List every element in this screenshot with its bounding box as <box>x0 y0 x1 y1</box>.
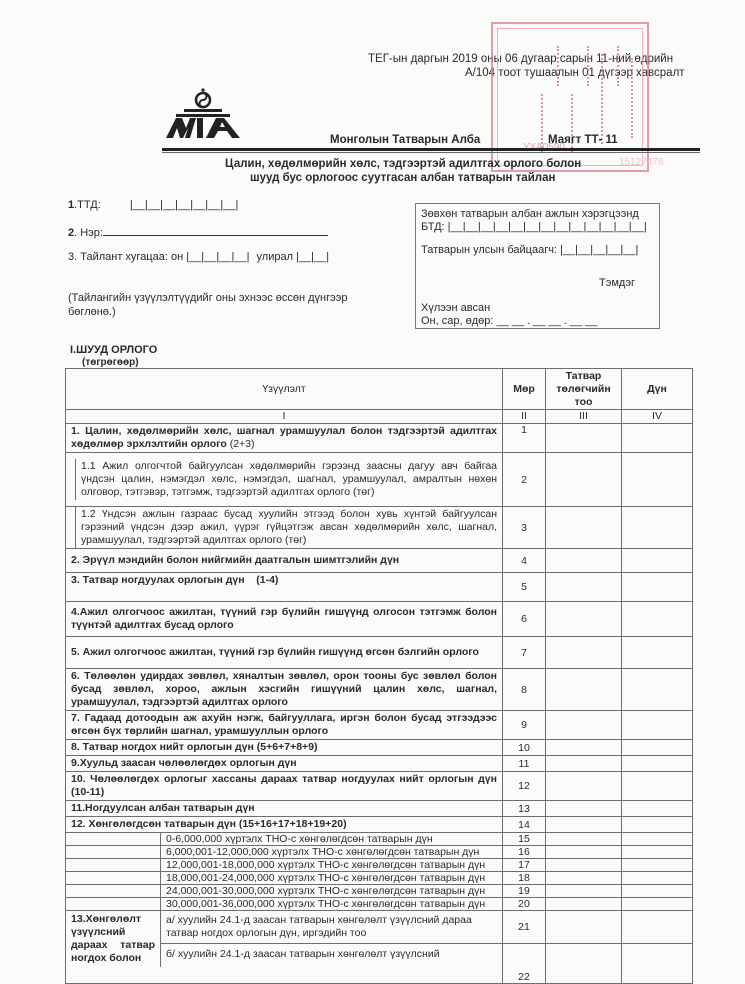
row-text: 18,000,001-24,000,000 хүртэлх ТНО-с хөнгөлөгдсөн татварын дүн <box>166 872 486 884</box>
name-label: . Нэр: <box>74 227 103 239</box>
taxpayer-count-cell[interactable] <box>546 872 622 885</box>
row-description: 5. Ажил олгогчоос ажилтан, түүний гэр бүлийн гишүүнд өгсөн бэлгийн орлого <box>66 637 503 669</box>
report-title-line-2: шууд бус орлогоос суутгасан албан татварын тайлан <box>250 172 556 184</box>
row-description <box>66 885 503 898</box>
table-row <box>66 573 693 602</box>
taxpayer-count-cell[interactable] <box>546 898 622 911</box>
row-description: 8. Татвар ногдох нийт орлогын дүн (5+6+7+8+9) <box>66 740 503 756</box>
amount-cell[interactable] <box>622 602 693 637</box>
row-number: 5 <box>503 573 546 602</box>
section-title: I.ШУУД ОРЛОГО <box>70 344 158 356</box>
date-blanks[interactable]: __ __ . __ __ . __ __ <box>496 315 598 327</box>
row-text: 6,000,001-12,000,000 хүртэлх ТНО-с хөнгөлөгдсөн татварын дүн <box>166 846 480 858</box>
row-number: 3 <box>503 507 546 549</box>
taxpayer-count-cell[interactable] <box>546 772 622 801</box>
table-row <box>66 898 693 911</box>
amount-cell[interactable] <box>622 549 693 573</box>
row-description: 10. Чөлөөлөгдөх орлогыг хассаны дараах татвар ногдуулах нийт орлогын дүн (10-11) <box>66 772 503 801</box>
row-number: 9 <box>503 711 546 740</box>
amount-cell[interactable] <box>622 859 693 872</box>
taxpayer-count-cell[interactable] <box>546 453 622 507</box>
taxpayer-count-cell[interactable] <box>546 669 622 711</box>
row-number: 6 <box>503 602 546 637</box>
stamp-script-icon <box>557 46 567 86</box>
quarter-label: улирал <box>256 251 293 263</box>
taxpayer-count-cell[interactable] <box>546 424 622 453</box>
taxpayer-count-cell[interactable] <box>546 573 622 602</box>
amount-cell[interactable] <box>622 944 693 984</box>
roman-ii: II <box>503 410 546 424</box>
received-label: Хүлээн авсан <box>421 302 491 314</box>
row-number: 20 <box>503 898 546 911</box>
table-row <box>66 711 693 740</box>
name-input-line[interactable] <box>103 225 328 236</box>
table-row <box>66 740 693 756</box>
header-amount: Дүн <box>622 369 693 410</box>
table-row <box>66 846 693 859</box>
roman-iv: IV <box>622 410 693 424</box>
amount-cell[interactable] <box>622 669 693 711</box>
table-row <box>66 549 693 573</box>
amount-cell[interactable] <box>622 898 693 911</box>
amount-cell[interactable] <box>622 846 693 859</box>
taxpayer-count-cell[interactable] <box>546 944 622 984</box>
amount-cell[interactable] <box>622 772 693 801</box>
table-row <box>66 424 693 453</box>
organization-name: Монголын Татварын Алба <box>330 134 481 146</box>
form-code: Маягт ТТ- 11 <box>548 134 618 146</box>
taxpayer-count-cell[interactable] <box>546 911 622 944</box>
row-description <box>66 453 503 507</box>
taxpayer-count-cell[interactable] <box>546 833 622 846</box>
row-description <box>66 898 503 911</box>
inspector-field[interactable] <box>421 244 654 257</box>
inspector-input-boxes[interactable]: |__|__|__|__|__| <box>560 244 639 256</box>
taxpayer-count-cell[interactable] <box>546 801 622 817</box>
income-report-table <box>65 368 693 984</box>
stamp-script-icon <box>617 46 627 86</box>
amount-cell[interactable] <box>622 573 693 602</box>
amount-cell[interactable] <box>622 756 693 772</box>
table-row <box>66 669 693 711</box>
taxpayer-count-cell[interactable] <box>546 817 622 833</box>
taxpayer-count-cell[interactable] <box>546 602 622 637</box>
name-label-num: 2 <box>68 227 75 239</box>
amount-cell[interactable] <box>622 711 693 740</box>
side-label: 13.Хөнгөлөлт үзүүлсний дараах татвар ногдох болон <box>66 911 161 967</box>
stamp-script-icon <box>601 54 611 144</box>
stamp-serial: 15127478 <box>619 157 664 168</box>
table-row <box>66 817 693 833</box>
name-field[interactable] <box>68 225 328 239</box>
row-number: 1 <box>503 424 546 453</box>
header-taxpayer-count: Татвар төлөгчийн тоо <box>546 369 622 410</box>
table-row <box>66 637 693 669</box>
table-row <box>66 772 693 801</box>
table-row <box>66 833 693 846</box>
row-number: 19 <box>503 885 546 898</box>
row-number: 11 <box>503 756 546 772</box>
table-row <box>66 872 693 885</box>
row-text: 1.2 Үндсэн ажлын газраас бусад хуулийн этгээд болон хувь хүнтэй байгуулсан гэрээний үндсэн дээр ажил, үүрэг гүйцэтгэж авсан хөдөлмөрийн хөлс, шагнал, урамшуулал, тэдгээртэй адилтгах орлого (төг) <box>81 508 497 546</box>
taxpayer-count-cell[interactable] <box>546 711 622 740</box>
table-row <box>66 756 693 772</box>
btd-field[interactable] <box>421 221 654 234</box>
annex-line-2: А/104 тоот тушаалын 01 дүгээр хавсралт <box>465 67 685 79</box>
amount-cell[interactable] <box>622 453 693 507</box>
row-number: 21 <box>503 911 546 944</box>
row-description <box>66 872 503 885</box>
taxpayer-count-cell[interactable] <box>546 756 622 772</box>
amount-cell[interactable] <box>622 817 693 833</box>
received-date-field[interactable] <box>421 315 597 328</box>
row-number: 13 <box>503 801 546 817</box>
amount-cell[interactable] <box>622 872 693 885</box>
amount-cell[interactable] <box>622 911 693 944</box>
row-description: 7. Гадаад дотоодын аж ахуйн нэгж, байгууллага, иргэн болон бусад этгээдээс өгсөн бүх төрлийн шагнал, урамшууллын орлого <box>66 711 503 740</box>
year-input-boxes[interactable]: |__|__|__|__| <box>186 251 250 263</box>
row-number: 16 <box>503 846 546 859</box>
row-number: 8 <box>503 669 546 711</box>
mta-logo <box>164 88 242 140</box>
taxpayer-count-cell[interactable] <box>546 549 622 573</box>
stamp-label: Тэмдэг <box>599 277 636 289</box>
btd-input-boxes[interactable]: |__|__|__|__|__|__|__|__|__|__|__|__|__| <box>447 221 647 233</box>
amount-cell[interactable] <box>622 801 693 817</box>
row-text: а/ хуулийн 24.1-д заасан татварын хөнгөлөлт үзүүлсний дараа татвар ногдох орлогын дүн, иргэдийн тоо <box>161 911 502 944</box>
table-row <box>66 453 693 507</box>
row-description <box>66 859 503 872</box>
taxpayer-count-cell[interactable] <box>546 859 622 872</box>
row-description <box>66 424 503 453</box>
amount-cell[interactable] <box>622 885 693 898</box>
table-row <box>66 602 693 637</box>
row-number: 2 <box>503 453 546 507</box>
row-description <box>66 833 503 846</box>
inspector-label: Татварын улсын байцаагч: <box>421 244 557 256</box>
table-row <box>66 801 693 817</box>
roman-iii: III <box>546 410 622 424</box>
taxpayer-count-cell[interactable] <box>546 637 622 669</box>
row-number: 15 <box>503 833 546 846</box>
row-text: 1.1 Ажил олгогчтой байгуулсан хөдөлмөрийн гэрээнд заасны дагуу авч байгаа үндсэн цалин, нэмэгдэл хөлс, нэмэгдэл, шагнал, урамшуулал, амралтын нөхөн олговор, тэтгэвэр, тэтгэмж, тэдгээртэй адилтгах орлого (төг) <box>81 460 497 498</box>
table-row <box>66 885 693 898</box>
office-use-heading: Зөвхөн татварын албан ажлын хэрэгцээнд <box>421 208 639 220</box>
annex-line-1: ТЕГ-ын даргын 2019 оны 06 дугаар сарын 11-ний өдрийн <box>368 53 674 65</box>
taxpayer-count-cell[interactable] <box>546 507 622 549</box>
quarter-input-boxes[interactable]: |__|__| <box>296 251 330 263</box>
section-unit: (төгрөгөөр) <box>82 357 139 368</box>
row-description: 9.Хуульд заасан чөлөөлөгдөх орлогын дүн <box>66 756 503 772</box>
header-indicator: Үзүүлэлт <box>66 369 503 410</box>
taxpayer-count-cell[interactable] <box>546 846 622 859</box>
header-divider <box>162 148 700 151</box>
taxpayer-count-cell[interactable] <box>546 740 622 756</box>
amount-cell[interactable] <box>622 637 693 669</box>
stamp-script-icon <box>587 46 597 86</box>
table-row <box>66 507 693 549</box>
row-description <box>66 846 503 859</box>
row-text: 12,000,001-18,000,000 хүртэлх ТНО-с хөнгөлөгдсөн татварын дүн <box>166 859 486 871</box>
row-text: 24,000,001-30,000,000 хүртэлх ТНО-с хөнгөлөгдсөн татварын дүн <box>166 885 486 897</box>
amount-cell[interactable] <box>622 833 693 846</box>
row-description: 4.Ажил олгогчоос ажилтан, түүний гэр бүлийн гишүүнд олгосон тэтгэмж болон түүнтэй адилтгах бусад орлого <box>66 602 503 637</box>
period-label: 3. Тайлант хугацаа: он <box>68 251 184 263</box>
row-number: 22 <box>503 944 546 984</box>
period-field[interactable] <box>68 251 329 263</box>
stamp-script-icon <box>631 58 641 138</box>
table-row <box>66 859 693 872</box>
row-text: 0-6,000,000 хүртэлх ТНО-с хөнгөлөгдсөн татварын дүн <box>166 833 433 845</box>
row-description: 2. Эрүүл мэндийн болон нийгмийн даатгалын шимтгэлийн дүн <box>66 549 503 573</box>
row-number: 12 <box>503 772 546 801</box>
ttd-label-num: 1 <box>68 199 75 211</box>
row-number: 4 <box>503 549 546 573</box>
amount-cell[interactable] <box>622 740 693 756</box>
mta-logo-icon <box>164 88 242 140</box>
row-number: 17 <box>503 859 546 872</box>
header-row-number: Мөр <box>503 369 546 410</box>
row-description: 12. Хөнгөлөгдсөн татварын дүн (15+16+17+18+19+20) <box>66 817 503 833</box>
header-divider-thin <box>162 152 700 153</box>
row-text: 30,000,001-36,000,000 хүртэлх ТНО-с хөнгөлөгдсөн татварын дүн <box>166 898 486 910</box>
row-description: 6. Төлөөлөн удирдах зөвлөл, хяналтын зөвлөл, орон тооны бус зөвлөл болон бусад зөвлөл, хороо, ажлын хэсгийн гишүүний цалин хөлс, шагнал, урамшуулал, тэдгээртэй адилтгах орлого <box>66 669 503 711</box>
row-formula: (2+3) <box>226 438 255 450</box>
row-description: 11.Ногдуулсан албан татварын дүн <box>66 801 503 817</box>
instruction-note: (Тайлангийн үзүүлэлтүүдийг оны эхнээс өссөн дүнгээр бөглөнө.) <box>68 292 348 318</box>
table-row <box>66 911 693 944</box>
ttd-label: .ТТД: <box>74 199 101 211</box>
date-label: Он, сар, өдөр: <box>421 315 494 327</box>
amount-cell[interactable] <box>622 507 693 549</box>
row-number: 10 <box>503 740 546 756</box>
office-use-box <box>415 203 660 329</box>
row-text: 1. Цалин, хөдөлмөрийн хөлс, шагнал урамшуулал болон тэдгээртэй адилтгах хөдөлмөр эрхлэлтийн орлого <box>71 425 497 450</box>
row-description: 3. Татвар ногдуулах орлогын дүн (1-4) <box>66 573 503 602</box>
row-description <box>66 507 503 549</box>
row-number: 14 <box>503 817 546 833</box>
report-title-line-1: Цалин, хөдөлмөрийн хөлс, тэдгээртэй адилтгах орлого болон <box>225 158 582 170</box>
ttd-input-boxes[interactable]: |__|__|__|__|__|__|__| <box>129 199 239 211</box>
amount-cell[interactable] <box>622 424 693 453</box>
roman-numeral-row <box>66 410 693 424</box>
row-number: 18 <box>503 872 546 885</box>
row-text: б/ хуулийн 24.1-д заасан татварын хөнгөлөлт үзүүлсний <box>166 948 440 960</box>
btd-label: БТД: <box>421 221 445 233</box>
row-number: 7 <box>503 637 546 669</box>
ttd-field[interactable] <box>68 199 238 211</box>
row-description <box>66 911 503 984</box>
table-header-row <box>66 369 693 410</box>
roman-i: I <box>66 410 503 424</box>
taxpayer-count-cell[interactable] <box>546 885 622 898</box>
